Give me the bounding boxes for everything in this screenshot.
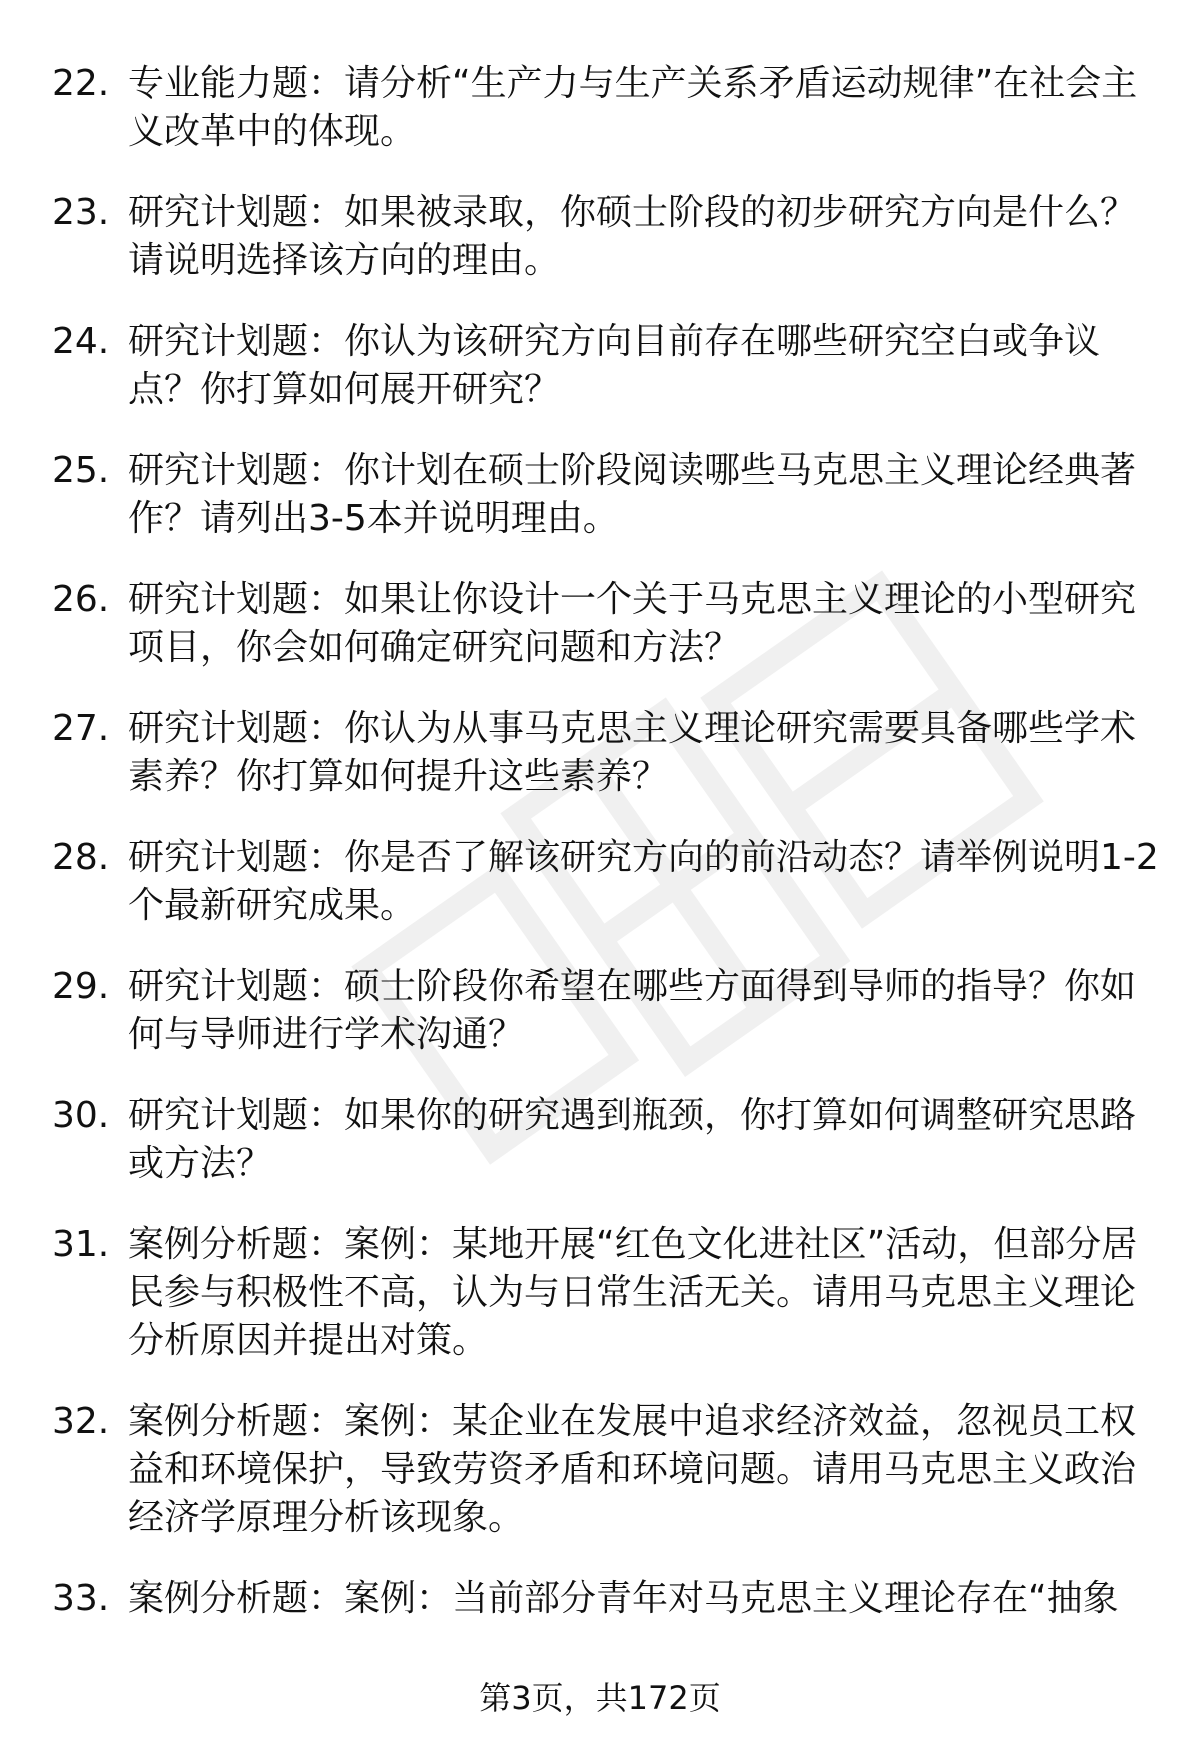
page-number: 第3页，共172页 xyxy=(479,1679,721,1717)
question-number: 32. xyxy=(52,1401,110,1442)
question-list xyxy=(52,60,1162,1656)
question-number: 28. xyxy=(52,837,110,878)
question-number: 25. xyxy=(52,450,110,491)
question-number: 27. xyxy=(52,708,110,749)
question-number: 30. xyxy=(52,1095,110,1136)
question-text: 研究计划题：如果被录取，你硕士阶段的初步研究方向是什么？请说明选择该方向的理由。 xyxy=(128,192,1137,281)
question-item xyxy=(52,705,1162,801)
question-text: 案例分析题：案例：当前部分青年对马克思主义理论存在“抽象 xyxy=(128,1578,1119,1619)
question-text: 研究计划题：硕士阶段你希望在哪些方面得到导师的指导？你如何与导师进行学术沟通？ xyxy=(128,966,1137,1055)
question-text: 案例分析题：案例：某企业在发展中追求经济效益，忽视员工权益和环境保护，导致劳资矛盾和环境问题。请用马克思主义政治经济学原理分析该现象。 xyxy=(128,1401,1137,1538)
question-item xyxy=(52,1221,1162,1365)
question-item xyxy=(52,189,1162,285)
question-text: 专业能力题：请分析“生产力与生产关系矛盾运动规律”在社会主义改革中的体现。 xyxy=(128,63,1138,152)
question-item xyxy=(52,576,1162,672)
question-item xyxy=(52,1092,1162,1188)
question-text: 研究计划题：你是否了解该研究方向的前沿动态？请举例说明1-2个最新研究成果。 xyxy=(128,837,1159,926)
question-text: 研究计划题：你认为从事马克思主义理论研究需要具备哪些学术素养？你打算如何提升这些素养？ xyxy=(128,708,1137,797)
question-item xyxy=(52,447,1162,543)
question-item xyxy=(52,1575,1162,1623)
question-item xyxy=(52,1398,1162,1542)
question-number: 23. xyxy=(52,192,110,233)
question-text: 研究计划题：你计划在硕士阶段阅读哪些马克思主义理论经典著作？请列出3-5本并说明理由。 xyxy=(128,450,1137,539)
question-number: 26. xyxy=(52,579,110,620)
question-item xyxy=(52,318,1162,414)
question-number: 33. xyxy=(52,1578,110,1619)
question-item xyxy=(52,60,1162,156)
question-text: 研究计划题：如果你的研究遇到瓶颈，你打算如何调整研究思路或方法？ xyxy=(128,1095,1137,1184)
question-number: 29. xyxy=(52,966,110,1007)
question-text: 研究计划题：你认为该研究方向目前存在哪些研究空白或争议点？你打算如何展开研究？ xyxy=(128,321,1101,410)
question-number: 22. xyxy=(52,63,110,104)
question-item xyxy=(52,834,1162,930)
question-number: 31. xyxy=(52,1224,110,1265)
question-text: 案例分析题：案例：某地开展“红色文化进社区”活动，但部分居民参与积极性不高，认为与日常生活无关。请用马克思主义理论分析原因并提出对策。 xyxy=(128,1224,1138,1361)
question-text: 研究计划题：如果让你设计一个关于马克思主义理论的小型研究项目，你会如何确定研究问题和方法？ xyxy=(128,579,1137,668)
question-number: 24. xyxy=(52,321,110,362)
question-item xyxy=(52,963,1162,1059)
